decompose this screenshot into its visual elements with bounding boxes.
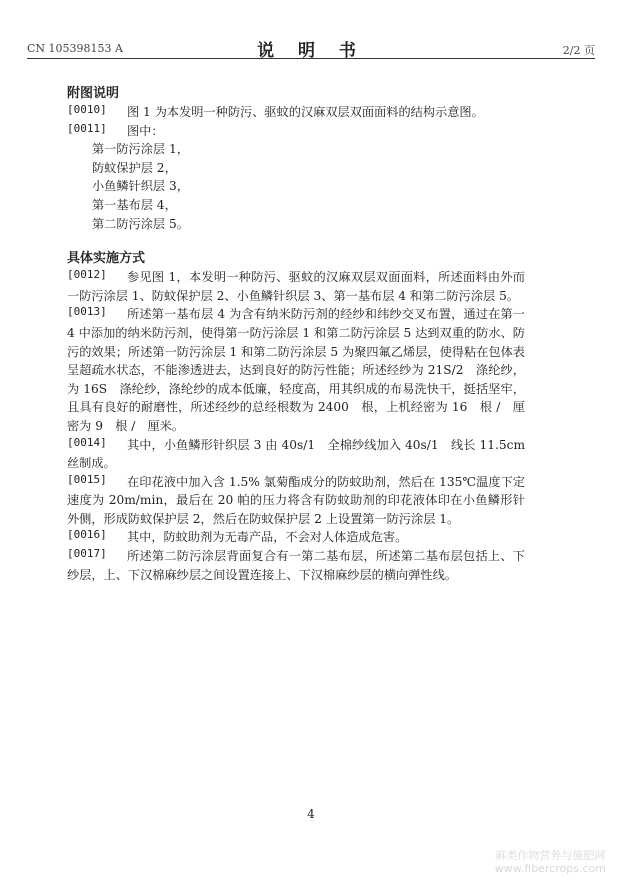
paragraph-number: [0013] (67, 305, 107, 319)
paragraph-line: 4 中添加的纳米防污剂，使得第一防污涂层 1 和第二防污涂层 5 达到双重的防水、防 (67, 325, 525, 340)
paragraph-line: 污的效果；所述第一防污涂层 1 和第二防污涂层 5 为聚四氟乙烯层，使得粘在包体表 (67, 344, 525, 359)
legend-item: 第二防污涂层 5。 (92, 216, 189, 231)
legend-item: 第一防污涂层 1， (92, 142, 189, 157)
patent-number: CN 105398153 A (27, 42, 123, 55)
paragraph-number: [0017] (67, 547, 107, 561)
paragraph-number: [0015] (67, 472, 107, 486)
paragraph-number: [0010] (67, 103, 107, 116)
paragraph-line: 在印花液中加入含 1.5% 氯菊酯成分的防蚊助剂，然后在 135℃温度下定 (127, 474, 525, 489)
paragraph-line: 密为 9 根 / 厘米。 (67, 418, 185, 433)
paragraph-number: [0014] (67, 435, 107, 449)
paragraph-line: 丝制成。 (67, 456, 116, 471)
page-header (27, 36, 595, 59)
paragraph-line: 图中： (127, 123, 164, 138)
page-indicator: 2/2 页 (562, 44, 595, 57)
paragraph-line: 一防污涂层 1、防蚊保护层 2、小鱼鳞针织层 3、第一基布层 4 和第二防污涂层 5。 (67, 288, 520, 303)
legend-item: 防蚊保护层 2， (92, 160, 177, 175)
paragraph-line: 所述第一基布层 4 为含有纳米防污剂的经纱和纬纱交叉布置，通过在第一 (127, 307, 525, 322)
paragraph-line: 其中，小鱼鳞形针织层 3 由 40s/1 全棉纱线加入 40s/1 线长 11.5cm (127, 437, 525, 452)
section-heading: 具体实施方式 (67, 251, 146, 267)
paragraph-line: 参见图 1，本发明一种防污、驱蚊的汉麻双层双面面料，所述面料由外而 (127, 270, 525, 285)
paragraph-line: 为 16S 涤纶纱，涤纶纱的成本低廉，轻度高，用其织成的布易洗快干，挺括坚牢， (67, 381, 525, 396)
paragraph-line: 呈超疏水状态，不能渗透进去，达到良好的防污性能；所述经纱为 21S/2 涤纶纱， (67, 363, 525, 378)
paragraph-line: 纱层，上、下汉棉麻纱层之间设置连接上、下汉棉麻纱层的横向弹性线。 (67, 567, 457, 582)
paragraph-line: 外侧，形成防蚊保护层 2，然后在防蚊保护层 2 上设置第一防污涂层 1。 (67, 511, 460, 526)
watermark (495, 849, 606, 875)
paragraph-line: 且具有良好的耐磨性，所述经纱的总经根数为 2400 根，上机经密为 16 根 / 厘 (67, 400, 525, 415)
paragraph-line: 所述第二防污涂层背面复合有一第二基布层，所述第二基布层包括上、下 (127, 549, 525, 564)
paragraph-number: [0011] (67, 121, 107, 135)
paragraph-number: [0012] (67, 268, 107, 282)
paragraph-line: 图 1 为本发明一种防污、驱蚊的汉麻双层双面面料的结构示意图。 (127, 105, 484, 119)
paragraph-line: 速度为 20m/min，最后在 20 帕的压力将含有防蚊助剂的印花液体印在小鱼鳞形针 (67, 493, 525, 508)
page-number: 4 (307, 807, 315, 821)
legend-item: 小鱼鳞针织层 3， (92, 179, 189, 194)
watermark-line-1: 麻类作物营养与施肥网 (495, 849, 606, 862)
document-title: 说 明 书 (257, 41, 365, 61)
document-body (67, 84, 525, 584)
paragraph-number: [0016] (67, 528, 107, 542)
legend-item: 第一基布层 4， (92, 197, 177, 212)
watermark-line-2: www.fibercrops.com (494, 862, 606, 875)
paragraph-line: 其中，防蚊助剂为无毒产品，不会对人体造成危害。 (127, 530, 408, 545)
section-heading: 附图说明 (67, 86, 120, 101)
